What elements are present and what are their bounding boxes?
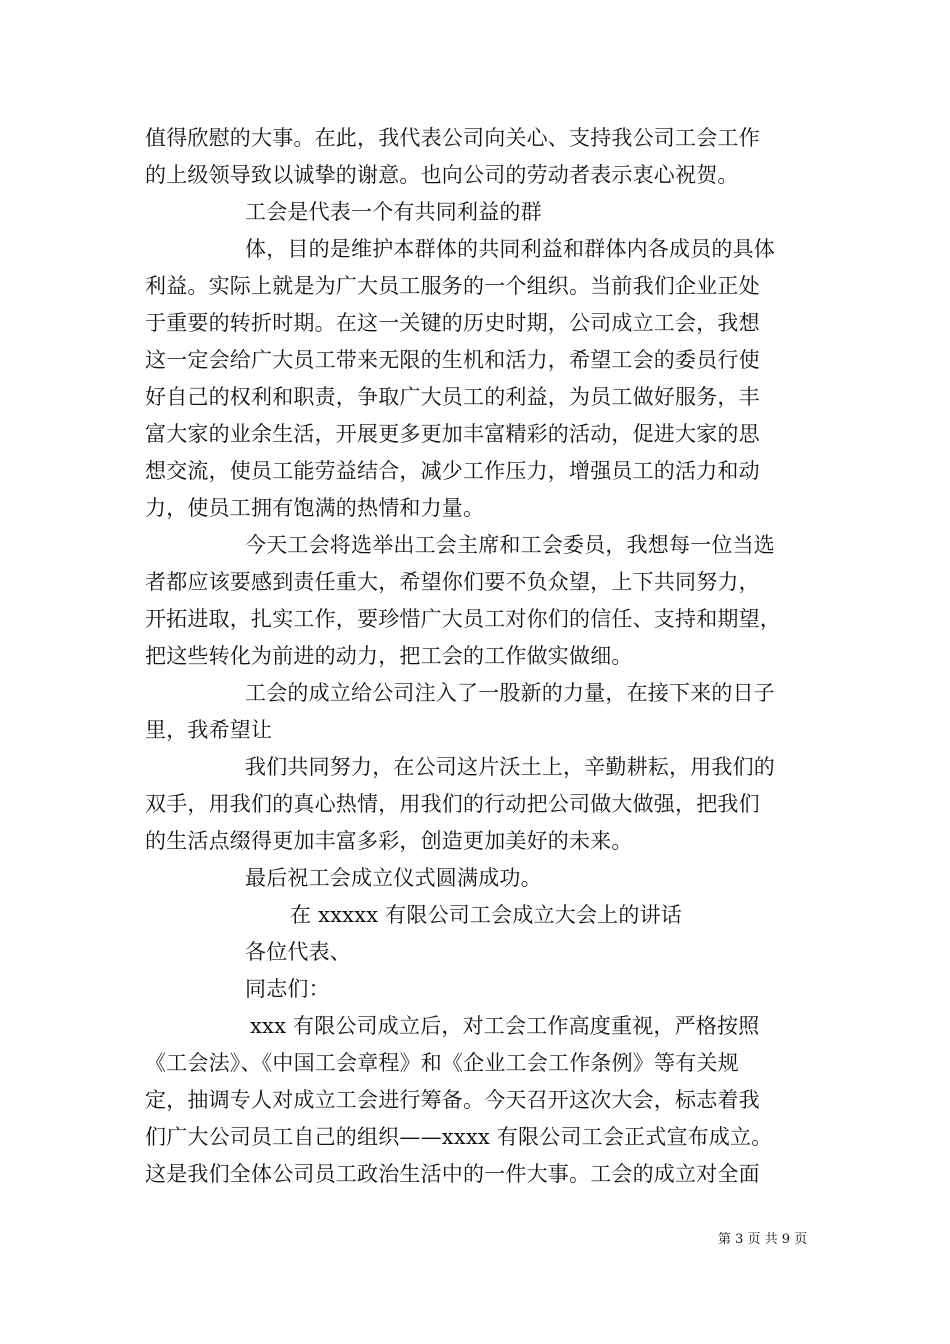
body-line: 这是我们全体公司员工政治生活中的一件大事。工会的成立对全面 <box>145 1162 760 1186</box>
body-line: 利益。实际上就是为广大员工服务的一个组织。当前我们企业正处 <box>145 274 760 298</box>
body-line: 的上级领导致以诚挚的谢意。也向公司的劳动者表示衷心祝贺。 <box>145 163 739 187</box>
body-line: 于重要的转折时期。在这一关键的历史时期，公司成立工会，我想 <box>145 311 760 335</box>
salutation-line: 各位代表、 <box>245 940 351 964</box>
body-line: 里，我希望让 <box>145 718 273 742</box>
body-line: 这一定会给广大员工带来无限的生机和活力，希望工会的委员行使 <box>145 348 760 372</box>
body-line: 《工会法》、《中国工会章程》和《企业工会工作条例》等有关规 <box>145 1051 739 1075</box>
body-line: 者都应该要感到责任重大，希望你们要不负众望，上下共同努力， <box>145 570 760 594</box>
body-line: 工会是代表一个有共同利益的群 <box>245 200 542 224</box>
body-line: 的生活点缀得更加丰富多彩，创造更加美好的未来。 <box>145 829 633 853</box>
body-line: 双手，用我们的真心热情，用我们的行动把公司做大做强，把我们 <box>145 792 760 816</box>
section-title: 在 xxxxx 有限公司工会成立大会上的讲话 <box>290 903 682 927</box>
body-line: xxx 有限公司成立后，对工会工作高度重视，严格按照 <box>250 1014 760 1038</box>
body-line: 把这些转化为前进的动力，把工会的工作做实做细。 <box>145 644 633 668</box>
body-line: 最后祝工会成立仪式圆满成功。 <box>245 866 542 890</box>
body-line: 力，使员工拥有饱满的热情和力量。 <box>145 496 485 520</box>
body-line: 体，目的是维护本群体的共同利益和群体内各成员的具体 <box>245 237 775 261</box>
body-line: 我们共同努力，在公司这片沃土上，辛勤耕耘，用我们的 <box>245 755 775 779</box>
salutation-line: 同志们： <box>245 977 330 1001</box>
body-line: 们广大公司员工自己的组织——xxxx 有限公司工会正式宣布成立。 <box>145 1125 773 1149</box>
body-line: 富大家的业余生活，开展更多更加丰富精彩的活动，促进大家的思 <box>145 422 760 446</box>
body-line: 值得欣慰的大事。在此，我代表公司向关心、支持我公司工会工作 <box>145 126 760 150</box>
body-line: 好自己的权利和职责，争取广大员工的利益，为员工做好服务，丰 <box>145 385 760 409</box>
body-line: 工会的成立给公司注入了一股新的力量，在接下来的日子 <box>245 681 775 705</box>
body-line: 今天工会将选举出工会主席和工会委员，我想每一位当选 <box>245 533 775 557</box>
body-line: 开拓进取，扎实工作，要珍惜广大员工对你们的信任、支持和期望， <box>145 607 781 631</box>
body-line: 想交流，使员工能劳益结合，减少工作压力，增强员工的活力和动 <box>145 459 760 483</box>
page-number: 第 3 页 共 9 页 <box>718 1232 808 1247</box>
body-line: 定，抽调专人对成立工会进行筹备。今天召开这次大会，标志着我 <box>145 1088 760 1112</box>
